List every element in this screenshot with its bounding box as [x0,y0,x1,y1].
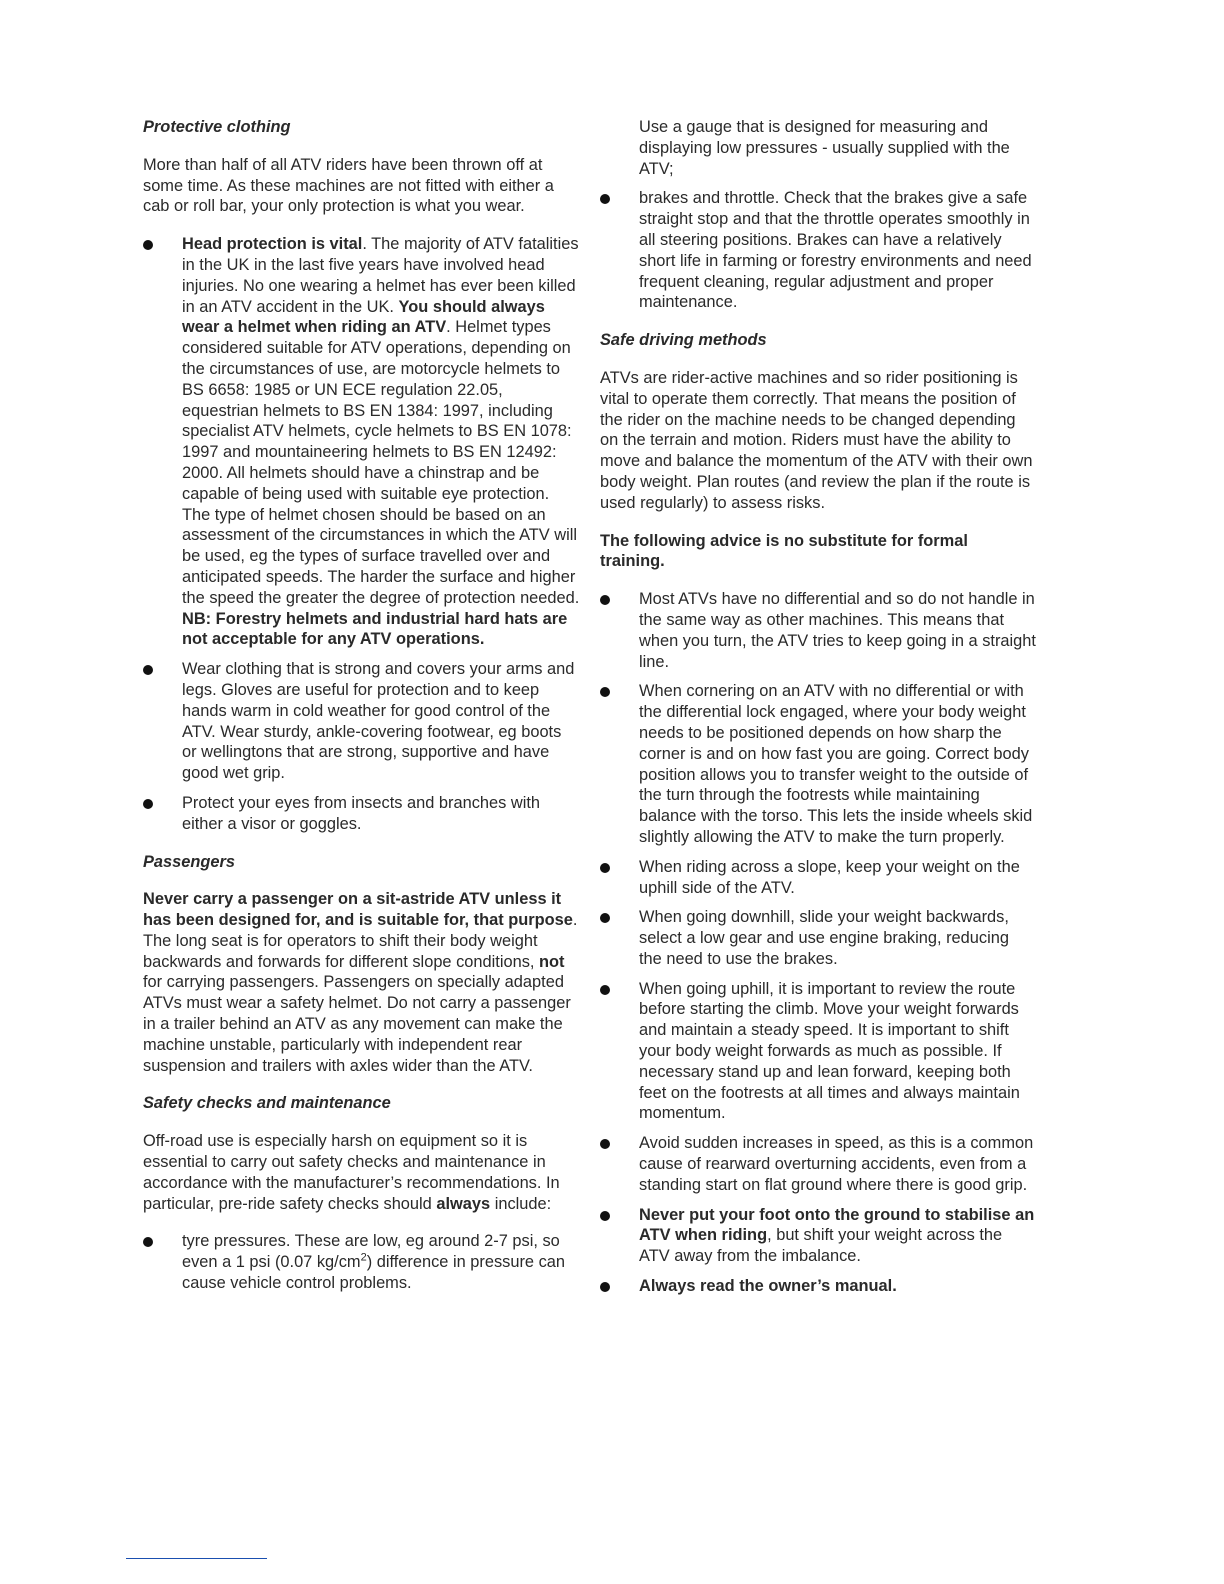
footnote-divider [126,1558,267,1559]
list-item: Always read the owner’s manual. [600,1276,1036,1297]
safety-checks-heading: Safety checks and maintenance [143,1094,391,1113]
bullet-icon [600,1211,610,1221]
driving-list [600,589,1036,1297]
protective-clothing-heading: Protective clothing [143,118,291,136]
protective-list [143,234,580,834]
list-item: When going downhill, slide your weight backwards, select a low gear and use engine braking, reducing the need to use the brakes. [600,907,1036,969]
left-column [143,117,580,1311]
passengers-heading: Passengers [143,852,236,871]
bullet-icon [600,863,610,873]
bullet-icon [600,1282,610,1292]
right-column [600,117,1036,1314]
training-advice: The following advice is no substitute for formal training. [600,531,968,571]
passengers-paragraph: Never carry a passenger on a sit-astride ATV unless it has been designed for, and is suitable for, that purpose. The long seat is for operators to shift their body weight backwards and forwards for different slope conditions, not for carrying passengers. Passengers on specially adapted ATVs must wear a safety helmet. Do not carry a passenger in a trailer behind an ATV as any movement can make the machine unstable, particularly with independent rear suspension and trailers with axles wider than the ATV. [143,890,578,1075]
bullet-icon [600,913,610,923]
list-item: When going uphill, it is important to review the route before starting the climb. Move your weight forwards and maintain a steady speed. It is important to shift your body weight forwards as much as possible. If necessary stand up and lean forward, keeping both feet on the footrests at all times and always maintain momentum. [600,979,1036,1125]
list-item: Protect your eyes from insects and branches with either a visor or goggles. [143,793,580,835]
safety-checks-list [143,1231,580,1293]
bullet-icon [600,595,610,605]
tyre-continuation: Use a gauge that is designed for measuring and displaying low pressures - usually supplied with the ATV; [639,118,1010,178]
list-item: Most ATVs have no differential and so do not handle in the same way as other machines. This means that when you turn, the ATV tries to keep going in a straight line. [600,589,1036,672]
checks-list-continued [600,188,1036,313]
bullet-icon [600,194,610,204]
bullet-icon [143,1237,153,1247]
bullet-icon [143,799,153,809]
protective-intro: More than half of all ATV riders have been thrown off at some time. As these machines are not fitted with either a cab or roll bar, your only protection is what you wear. [143,155,554,216]
safe-driving-heading: Safe driving methods [600,331,767,350]
list-item: Avoid sudden increases in speed, as this is a common cause of rearward overturning accidents, even from a standing start on flat ground where there is good grip. [600,1133,1036,1195]
bullet-icon [600,985,610,995]
list-item: When riding across a slope, keep your weight on the uphill side of the ATV. [600,857,1036,899]
list-item: Head protection is vital. The majority of ATV fatalities in the UK in the last five years have involved head injuries. No one wearing a helmet has ever been killed in an ATV accident in the UK. You should always wear a helmet when riding an ATV. Helmet types considered suitable for ATV operations, depending on the circumstances of use, are motorcycle helmets to BS 6658: 1985 or UN ECE regulation 22.05, equestrian helmets to BS EN 1384: 1997, including specialist ATV helmets, cycle helmets to BS EN 1078: 1997 and mountaineering helmets to BS EN 12492: 2000. All helmets should have a chinstrap and be capable of being used with suitable eye protection. The type of helmet chosen should be based on an assessment of the circumstances in which the ATV will be used, eg the types of surface travelled over and anticipated speeds. The harder the surface and higher the speed the greater the degree of protection needed. NB: Forestry helmets and industrial hard hats are not acceptable for any ATV operations. [143,234,580,650]
bullet-icon [600,1139,610,1149]
bullet-icon [600,687,610,697]
list-item: When cornering on an ATV with no differential or with the differential lock engaged, where your body weight needs to be positioned depends on how sharp the corner is and on how fast you are going. Correct body position allows you to transfer weight to the outside of the turn through the footrests while maintaining balance with the torso. This lets the inside wheels skid slightly allowing the ATV to make the turn properly. [600,681,1036,847]
list-item: Never put your foot onto the ground to stabilise an ATV when riding, but shift your weight across the ATV away from the imbalance. [600,1205,1036,1267]
bullet-icon [143,240,153,250]
list-item: tyre pressures. These are low, eg around 2-7 psi, so even a 1 psi (0.07 $kg/cm^2$) difference in pressure can cause vehicle control problems. [143,1231,580,1293]
list-item: brakes and throttle. Check that the brakes give a safe straight stop and that the throttle operates smoothly in all steering positions. Brakes can have a relatively short life in farming or forestry environments and need frequent cleaning, regular adjustment and proper maintenance. [600,188,1036,313]
list-item: Wear clothing that is strong and covers your arms and legs. Gloves are useful for protection and to keep hands warm in cold weather for good control of the ATV. Wear sturdy, ankle-covering footwear, eg boots or wellingtons that are strong, supportive and have good wet grip. [143,659,580,784]
safe-driving-intro: ATVs are rider-active machines and so rider positioning is vital to operate them correctly. That means the position of the rider on the machine needs to be changed depending on the terrain and motion. Riders must have the ability to move and balance the momentum of the ATV with their own body weight. Plan routes (and review the plan if the route is used regularly) to assess risks. [600,368,1033,512]
safety-checks-paragraph: Off-road use is especially harsh on equipment so it is essential to carry out safety checks and maintenance in accordance with the manufacturer’s recommendations. In particular, pre-ride safety checks should always include: [143,1132,560,1213]
bullet-icon [143,665,153,675]
